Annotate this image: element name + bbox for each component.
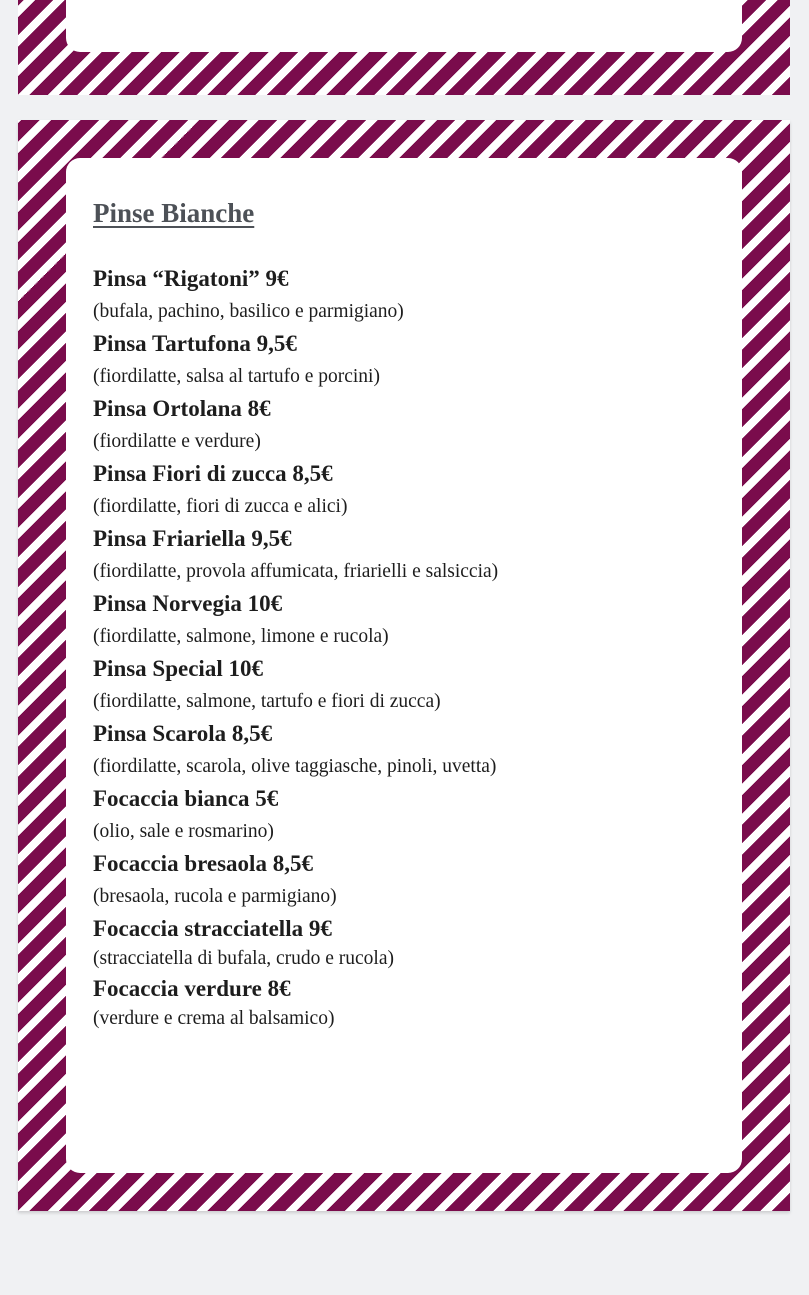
menu-paper bbox=[66, 158, 742, 1173]
menu-card bbox=[18, 120, 790, 1211]
menu-item bbox=[93, 393, 722, 458]
menu-item-name: Focaccia stracciatella 9€ bbox=[93, 916, 332, 941]
menu-item-description: (olio, sale e rosmarino) bbox=[93, 821, 274, 842]
menu-item bbox=[93, 653, 722, 718]
menu-item-name: Pinsa Tartufona 9,5€ bbox=[93, 331, 297, 356]
menu-item-description: (fiordilatte, fiori di zucca e alici) bbox=[93, 496, 348, 517]
menu-item-description: (fiordilatte, salsa al tartufo e porcini) bbox=[93, 366, 380, 387]
menu-item bbox=[93, 973, 722, 1033]
menu-content bbox=[93, 198, 722, 1033]
previous-menu-card bbox=[18, 0, 790, 95]
menu-item-name: Focaccia bianca 5€ bbox=[93, 786, 279, 811]
menu-item-description: (verdure e crema al balsamico) bbox=[93, 1008, 335, 1029]
menu-item-name: Pinsa Friariella 9,5€ bbox=[93, 526, 292, 551]
previous-menu-paper bbox=[66, 0, 742, 52]
menu-item-name: Pinsa “Rigatoni” 9€ bbox=[93, 266, 289, 291]
menu-item-description: (fiordilatte e verdure) bbox=[93, 431, 261, 452]
section-title: Pinse Bianche bbox=[93, 198, 255, 228]
menu-item bbox=[93, 783, 722, 848]
menu-item bbox=[93, 263, 722, 328]
menu-item-name: Pinsa Norvegia 10€ bbox=[93, 591, 283, 616]
menu-item bbox=[93, 328, 722, 393]
menu-item-description: (stracciatella di bufala, crudo e rucola) bbox=[93, 948, 395, 969]
menu-item-description: (fiordilatte, salmone, limone e rucola) bbox=[93, 626, 389, 647]
menu-item-name: Focaccia verdure 8€ bbox=[93, 976, 291, 1001]
menu-item-description: (fiordilatte, scarola, olive taggiasche, pinoli, uvetta) bbox=[93, 756, 497, 777]
menu-item bbox=[93, 913, 722, 973]
menu-item bbox=[93, 523, 722, 588]
menu-item-name: Pinsa Special 10€ bbox=[93, 656, 263, 681]
menu-item bbox=[93, 588, 722, 653]
menu-item-description: (bufala, pachino, basilico e parmigiano) bbox=[93, 301, 404, 322]
menu-item bbox=[93, 848, 722, 913]
menu-item-description: (fiordilatte, salmone, tartufo e fiori di zucca) bbox=[93, 691, 441, 712]
menu-item-description: (bresaola, rucola e parmigiano) bbox=[93, 886, 337, 907]
menu-item-description: (fiordilatte, provola affumicata, friarielli e salsiccia) bbox=[93, 561, 499, 582]
menu-item-name: Pinsa Scarola 8,5€ bbox=[93, 721, 273, 746]
menu-item bbox=[93, 458, 722, 523]
menu-item bbox=[93, 718, 722, 783]
menu-item-name: Focaccia bresaola 8,5€ bbox=[93, 851, 313, 876]
menu-item-name: Pinsa Fiori di zucca 8,5€ bbox=[93, 461, 333, 486]
menu-item-name: Pinsa Ortolana 8€ bbox=[93, 396, 271, 421]
